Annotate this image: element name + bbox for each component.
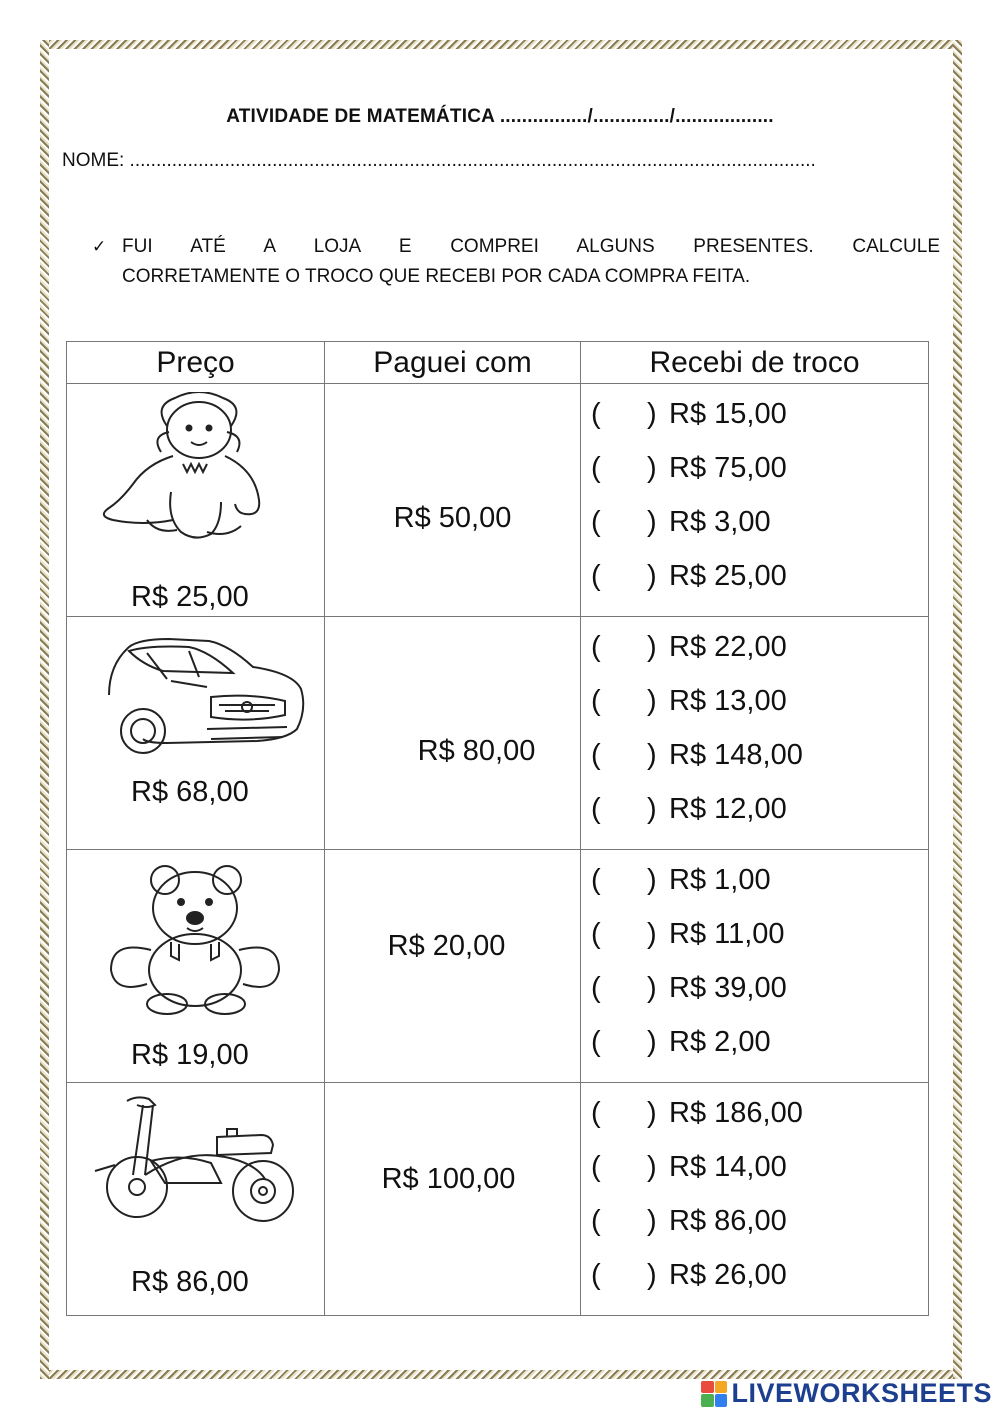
checkbox-open-paren[interactable]: ( <box>591 631 601 663</box>
logo-text: LIVEWORKSHEETS <box>731 1378 992 1408</box>
checkbox-open-paren[interactable]: ( <box>591 1151 601 1183</box>
change-table <box>66 341 929 1316</box>
change-option[interactable] <box>591 739 928 793</box>
checkbox-open-paren[interactable]: ( <box>591 864 601 896</box>
change-option[interactable] <box>591 398 928 452</box>
instruction-line-2: CORRETAMENTE O TROCO QUE RECEBI POR CADA COMPRA FEITA. <box>122 266 751 287</box>
price-label: R$ 19,00 <box>131 1039 249 1071</box>
change-option[interactable] <box>591 1205 928 1259</box>
checkbox-open-paren[interactable]: ( <box>591 398 601 430</box>
logo-mark-icon <box>701 1381 727 1407</box>
checkbox-close-paren: ) <box>647 685 657 717</box>
change-option[interactable] <box>591 560 928 614</box>
checkbox-open-paren[interactable]: ( <box>591 685 601 717</box>
checkbox-close-paren: ) <box>647 1097 657 1129</box>
table-row <box>67 617 929 850</box>
tricycle-icon <box>87 1091 305 1251</box>
checkbox-open-paren[interactable]: ( <box>591 918 601 950</box>
change-option[interactable] <box>591 864 928 918</box>
price-label: R$ 25,00 <box>131 581 249 613</box>
option-amount: R$ 12,00 <box>669 793 787 825</box>
header-paid: Paguei com <box>325 342 581 384</box>
option-amount: R$ 14,00 <box>669 1151 787 1183</box>
paid-label: R$ 100,00 <box>381 1163 516 1195</box>
paid-label: R$ 20,00 <box>387 930 506 962</box>
change-option[interactable] <box>591 918 928 972</box>
checkbox-close-paren: ) <box>647 452 657 484</box>
header-change: Recebi de troco <box>581 342 929 384</box>
paid-cell <box>325 384 581 617</box>
car-icon <box>87 625 305 785</box>
checkbox-open-paren[interactable]: ( <box>591 452 601 484</box>
checkbox-close-paren: ) <box>647 1026 657 1058</box>
liveworksheets-logo <box>701 1378 992 1409</box>
option-amount: R$ 13,00 <box>669 685 787 717</box>
option-amount: R$ 75,00 <box>669 452 787 484</box>
change-option[interactable] <box>591 972 928 1026</box>
checkbox-close-paren: ) <box>647 506 657 538</box>
price-cell <box>67 850 325 1083</box>
checkbox-open-paren[interactable]: ( <box>591 1097 601 1129</box>
checkbox-close-paren: ) <box>647 398 657 430</box>
change-option[interactable] <box>591 793 928 847</box>
change-option[interactable] <box>591 452 928 506</box>
option-amount: R$ 26,00 <box>669 1259 787 1291</box>
checkbox-open-paren[interactable]: ( <box>591 793 601 825</box>
change-option[interactable] <box>591 1026 928 1080</box>
change-option[interactable] <box>591 506 928 560</box>
price-label: R$ 68,00 <box>131 776 249 808</box>
logo-square <box>715 1381 728 1394</box>
option-amount: R$ 2,00 <box>669 1026 771 1058</box>
page-border-top <box>40 40 962 49</box>
table-row <box>67 1083 929 1316</box>
change-option[interactable] <box>591 1151 928 1205</box>
page-border-left <box>40 40 49 1379</box>
checkbox-close-paren: ) <box>647 1205 657 1237</box>
logo-square <box>701 1381 714 1394</box>
option-amount: R$ 11,00 <box>669 918 785 950</box>
option-amount: R$ 186,00 <box>669 1097 803 1129</box>
paid-label: R$ 50,00 <box>393 502 512 534</box>
price-cell <box>67 617 325 850</box>
option-amount: R$ 22,00 <box>669 631 787 663</box>
paid-cell <box>325 850 581 1083</box>
checkbox-close-paren: ) <box>647 1259 657 1291</box>
change-option[interactable] <box>591 1259 928 1313</box>
price-label: R$ 86,00 <box>131 1266 249 1298</box>
change-option[interactable] <box>591 1097 928 1151</box>
change-options-cell <box>581 1083 929 1316</box>
option-amount: R$ 148,00 <box>669 739 803 771</box>
checkbox-close-paren: ) <box>647 739 657 771</box>
table-row <box>67 384 929 617</box>
checkbox-close-paren: ) <box>647 918 657 950</box>
doll-icon <box>87 392 305 552</box>
option-amount: R$ 86,00 <box>669 1205 787 1237</box>
change-options-cell <box>581 617 929 850</box>
table-row <box>67 850 929 1083</box>
price-cell <box>67 384 325 617</box>
checkbox-open-paren[interactable]: ( <box>591 972 601 1004</box>
table-header-row <box>67 342 929 384</box>
teddy-bear-icon <box>87 858 305 1018</box>
page-border-right <box>953 40 962 1379</box>
option-amount: R$ 15,00 <box>669 398 787 430</box>
paid-cell <box>325 617 581 850</box>
checkbox-close-paren: ) <box>647 864 657 896</box>
option-amount: R$ 3,00 <box>669 506 771 538</box>
option-amount: R$ 39,00 <box>669 972 787 1004</box>
checkbox-open-paren[interactable]: ( <box>591 506 601 538</box>
change-option[interactable] <box>591 685 928 739</box>
logo-square <box>701 1394 714 1407</box>
checkbox-close-paren: ) <box>647 793 657 825</box>
change-option[interactable] <box>591 631 928 685</box>
checkbox-open-paren[interactable]: ( <box>591 1205 601 1237</box>
checkbox-close-paren: ) <box>647 972 657 1004</box>
checkbox-open-paren[interactable]: ( <box>591 1259 601 1291</box>
paid-label: R$ 80,00 <box>417 735 536 767</box>
option-amount: R$ 25,00 <box>669 560 787 592</box>
instruction-line-1: FUI ATÉ A LOJA E COMPREI ALGUNS PRESENTES. CALCULE <box>122 236 940 257</box>
checkbox-close-paren: ) <box>647 1151 657 1183</box>
checkbox-open-paren[interactable]: ( <box>591 1026 601 1058</box>
checkbox-close-paren: ) <box>647 631 657 663</box>
worksheet-title: ATIVIDADE DE MATEMÁTICA ................/............../.................. <box>226 106 774 127</box>
paid-cell <box>325 1083 581 1316</box>
price-cell <box>67 1083 325 1316</box>
checkmark-icon: ✓ <box>92 237 107 256</box>
checkbox-open-paren[interactable]: ( <box>591 739 601 771</box>
checkbox-close-paren: ) <box>647 560 657 592</box>
logo-square <box>715 1394 728 1407</box>
change-options-cell <box>581 384 929 617</box>
change-options-cell <box>581 850 929 1083</box>
option-amount: R$ 1,00 <box>669 864 771 896</box>
header-price: Preço <box>67 342 325 384</box>
checkbox-open-paren[interactable]: ( <box>591 560 601 592</box>
name-field[interactable]: NOME: .................................................................................................................................. <box>62 150 816 171</box>
